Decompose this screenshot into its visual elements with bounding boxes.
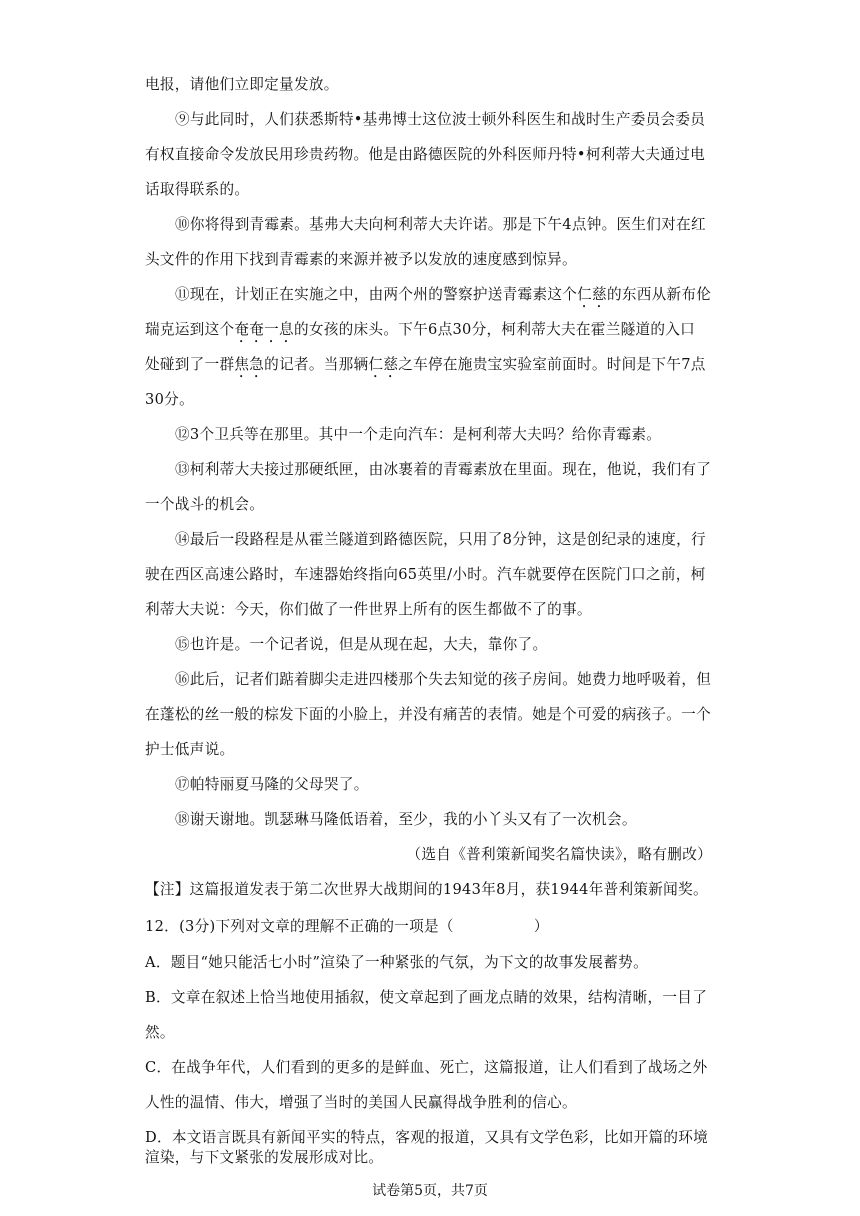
paragraph-16-line: 护士低声说。 <box>145 741 235 758</box>
text-run: 的记者。当那辆 <box>264 356 369 373</box>
question-stem <box>145 917 549 937</box>
paragraph-11-line <box>145 320 695 346</box>
option-a: A．题目“她只能活七小时”渲染了一种紧张的气氛，为下文的故事发展蓄势。 <box>145 954 648 971</box>
option-b-line: B．文章在叙述上恰当地使用插叙，使文章起到了画龙点睛的效果，结构清晰，一目了 <box>145 989 708 1006</box>
paragraph-13-line: ⑬柯利蒂大夫接过那硬纸匣，由冰裹着的青霉素放在里面。现在，他说，我们有了 <box>175 461 712 478</box>
emphasized-word: 仁慈 <box>368 356 399 373</box>
paragraph-16-line: 在蓬松的丝一般的棕发下面的小脸上，并没有痛苦的表情。她是个可爱的病孩子。一个 <box>145 706 711 723</box>
paragraph-14-line: ⑭最后一段路程是从霍兰隧道到路德医院，只用了8分钟，这是创纪录的速度，行 <box>175 531 706 548</box>
note: 【注】这篇报道发表于第二次世界大战期间的1943年8月，获1944年普利策新闻奖。 <box>145 881 708 898</box>
paragraph-17: ⑰帕特丽夏马隆的父母哭了。 <box>175 776 369 793</box>
paragraph-14-line: 驶在西区高速公路时，车速器始终指向65英里/小时。汽车就要停在医院门口之前，柯 <box>145 566 706 583</box>
paragraph-9-line: 有权直接命令发放民用珍贵药物。他是由路德医院的外科医师丹特•柯利蒂大夫通过电 <box>145 146 705 163</box>
text-run: 瑞克运到这个 <box>145 321 235 338</box>
text-run: 之车停在施贵宝实验室前面时。时间是下午7点 <box>398 356 706 373</box>
emphasized-word: 仁慈 <box>577 286 607 303</box>
question-text-close: ） <box>533 918 549 935</box>
option-d-line: D．本文语言既具有新闻平实的特点，客观的报道，又具有文学色彩，比如开篇的环境 <box>145 1129 709 1146</box>
paragraph-12: ⑫3个卫兵等在那里。其中一个走向汽车：是柯利蒂大夫吗？给你青霉素。 <box>175 426 662 443</box>
emphasized-word: 焦急 <box>234 356 265 373</box>
paragraph-9-line: ⑨与此同时，人们获悉斯特•基弗博士这位波士顿外科医生和战时生产委员会委员 <box>175 111 706 128</box>
option-d-line: 渲染，与下文紧张的发展形成对比。 <box>145 1149 384 1166</box>
text-run: 处碰到了一群 <box>145 356 235 373</box>
paragraph-10-line: 头文件的作用下找到青霉素的来源并被予以发放的速度感到惊异。 <box>145 251 577 268</box>
text-run: 的东西从新布伦 <box>606 286 712 303</box>
paragraph-16-line: ⑯此后，记者们踮着脚尖走进四楼那个失去知觉的孩子房间。她费力地呼吸着，但 <box>175 671 712 688</box>
option-c-line: 人性的温情、伟大，增强了当时的美国人民赢得战争胜利的信心。 <box>145 1094 577 1111</box>
paragraph-10-line: ⑩你将得到青霉素。基弗大夫向柯利蒂大夫许诺。那是下午4点钟。医生们对在红 <box>175 216 706 233</box>
question-text: 12．(3分)下列对文章的理解不正确的一项是（ <box>145 918 454 935</box>
paragraph-11-line <box>175 285 711 311</box>
passage-line: 电报，请他们立即定量发放。 <box>145 76 339 93</box>
option-b-line: 然。 <box>145 1024 175 1041</box>
paragraph-18: ⑱谢天谢地。凯瑟琳马隆低语着，至少，我的小丫头又有了一次机会。 <box>175 811 637 828</box>
paragraph-11-line: 30分。 <box>145 391 194 408</box>
page-footer: 试卷第5页，共7页 <box>372 1183 488 1199</box>
text-run: ⑪现在，计划正在实施之中，由两个州的警察护送青霉素这个 <box>175 286 578 303</box>
option-c-line: C．在战争年代，人们看到的更多的是鲜血、死亡，这篇报道，让人们看到了战场之外 <box>145 1059 708 1076</box>
paragraph-15: ⑮也许是。一个记者说，但是从现在起，大夫，靠你了。 <box>175 636 548 653</box>
text-run: 的女孩的床头。下午6点30分，柯利蒂大夫在霍兰隧道的入口 <box>293 321 696 338</box>
paragraph-9-line: 话取得联系的。 <box>145 181 250 198</box>
paragraph-13-line: 一个战斗的机会。 <box>145 496 265 513</box>
emphasized-word: 奄奄一息 <box>234 321 294 338</box>
paragraph-11-line <box>145 355 706 381</box>
source-citation: （选自《普利策新闻奖名篇快读》，略有删改） <box>406 846 712 863</box>
paragraph-14-line: 利蒂大夫说：今天，你们做了一件世界上所有的医生都做不了的事。 <box>145 601 592 618</box>
